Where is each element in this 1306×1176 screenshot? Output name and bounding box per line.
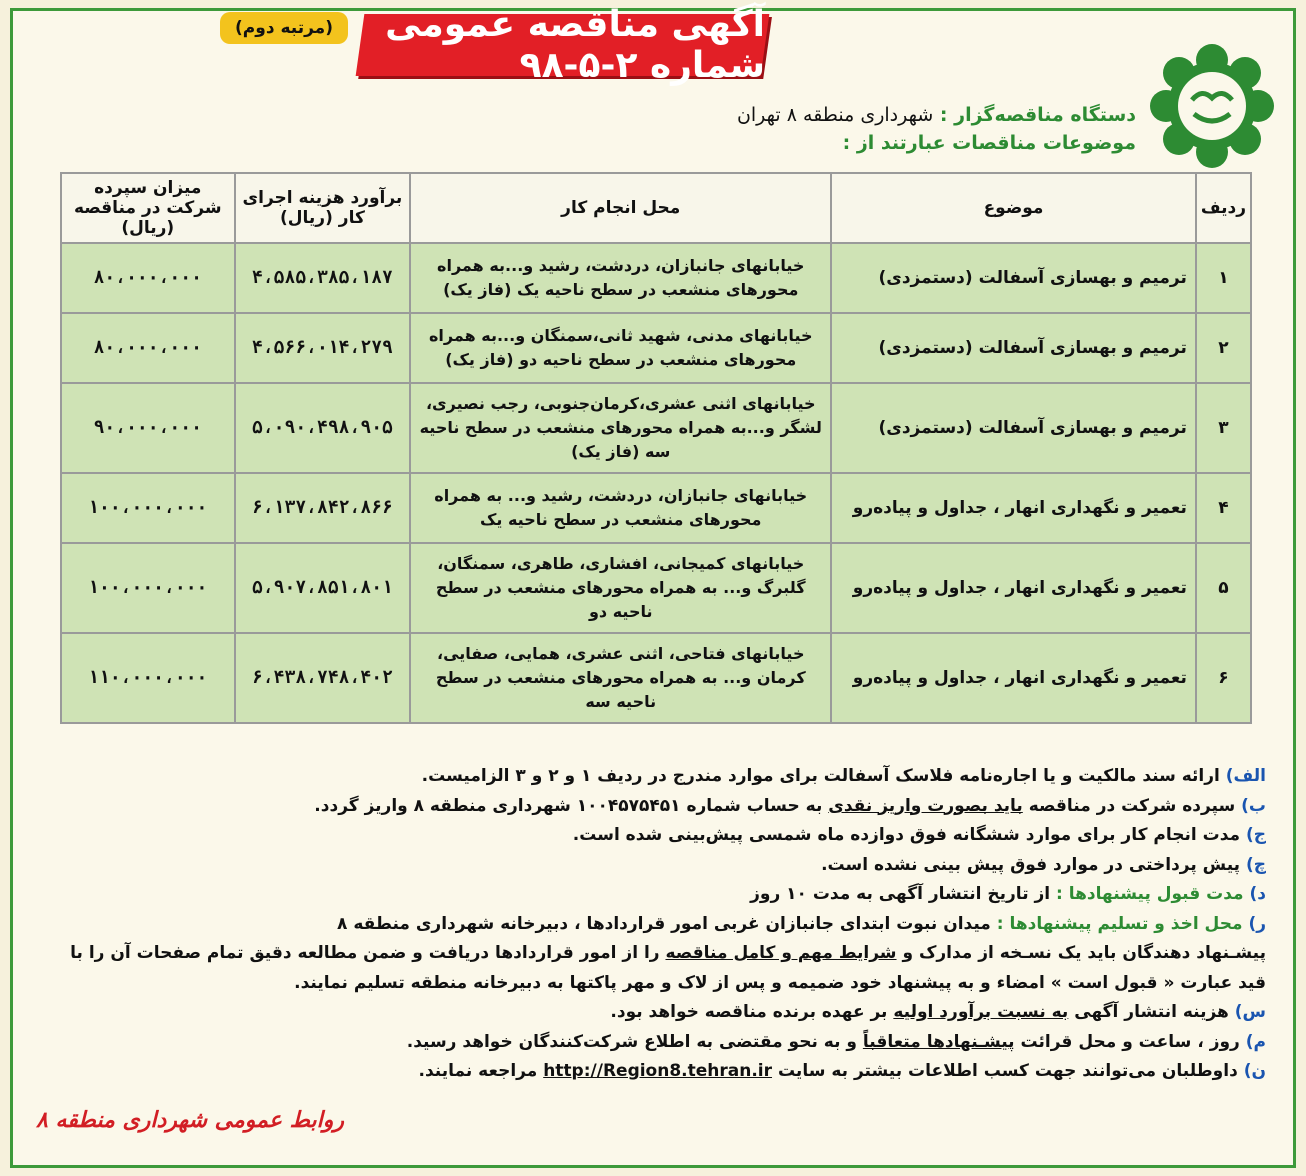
note-h-key: س) [1234, 1002, 1266, 1022]
title-banner [356, 4, 770, 86]
row-deposit: ۸۰،۰۰۰،۰۰۰ [61, 243, 235, 313]
row-deposit: ۱۰۰،۰۰۰،۰۰۰ [61, 473, 235, 543]
row-deposit: ۹۰،۰۰۰،۰۰۰ [61, 383, 235, 473]
row-subject: تعمیر و نگهداری انهار ، جداول و پیاده‌رو [831, 473, 1196, 543]
note-e-label: مدت قبول پیشنهادها : [1056, 884, 1244, 904]
note-d-key: چ) [1245, 854, 1266, 875]
conditions-notes [46, 762, 1266, 1087]
note-b-key: ب) [1241, 795, 1266, 816]
row-subject: ترمیم و بهسازی آسفالت (دستمزدی) [831, 383, 1196, 473]
row-number: ۵ [1196, 543, 1251, 633]
note-f-text: میدان نبوت ابتدای جانبازان غربی امور قراردادها ، دبیرخانه شهرداری منطقه ۸ [337, 913, 991, 934]
row-number: ۳ [1196, 383, 1251, 473]
row-number: ۲ [1196, 313, 1251, 383]
edition-badge: (مرتبه دوم) [220, 12, 348, 44]
note-a-text: ارائه سند مالکیت و یا اجاره‌نامه فلاسک آسفالت برای موارد مندرج در ردیف ۱ و ۲ و ۳ الزامیست. [421, 766, 1220, 786]
note-d-text: پیش پرداختی در موارد فوق پیش بینی نشده است. [821, 854, 1241, 875]
note-h-text2: بر عهده برنده مناقصه خواهد بود. [610, 1002, 888, 1022]
website-link[interactable]: http://Region8.tehran.ir [543, 1061, 773, 1081]
note-i [46, 1028, 1266, 1058]
note-c-key: ج) [1245, 825, 1266, 845]
note-f-key: ر) [1248, 913, 1266, 934]
note-d [46, 851, 1266, 881]
row-estimate: ۴،۵۸۵،۳۸۵،۱۸۷ [235, 243, 411, 313]
ad-title: آگهی مناقصه عمومی شماره ۲-۵-۹۸ [385, 4, 765, 86]
note-j-text1: داوطلبان می‌توانند جهت کسب اطلاعات بیشتر به سایت [777, 1061, 1238, 1081]
note-e-key: د) [1249, 884, 1266, 904]
note-b-underline: باید بصورت واریز نقدی [828, 795, 1023, 816]
note-c-text: مدت انجام کار برای موارد ششگانه فوق دوازده ماه شمسی پیش‌بینی شده است. [572, 825, 1241, 845]
row-location: خیابانهای کمیجانی، افشاری، طاهری، سمنگان، گلبرگ و... به همراه محورهای منشعب در سطح ناحیه دو [410, 543, 831, 633]
row-number: ۴ [1196, 473, 1251, 543]
row-location: خیابانهای فتاحی، اثنی عشری، همایی، صفایی، کرمان و... به همراه محورهای منشعب در سطح ناحیه سه [410, 633, 831, 723]
row-location: خیابانهای اثنی عشری،کرمان‌جنوبی، رجب نصیری، لشگر و...به همراه محورهای منشعب در سطح ناحیه سه (فاز یک) [410, 383, 831, 473]
note-a [46, 762, 1266, 792]
organizer-line [737, 104, 1136, 126]
col-deposit-header: میزان سپرده شرکت در مناقصه (ریال) [61, 173, 235, 243]
tenders-table [60, 172, 1252, 724]
note-j [46, 1057, 1266, 1087]
note-b-text2: به حساب شماره ۱۰۰۴۵۷۵۴۵۱ شهرداری منطقه ۸ واریز گردد. [314, 795, 823, 816]
row-subject: تعمیر و نگهداری انهار ، جداول و پیاده‌رو [831, 543, 1196, 633]
note-j-key: ن) [1243, 1061, 1266, 1081]
note-e [46, 880, 1266, 910]
note-h-underline: به نسبت برآورد اولیه [893, 1002, 1069, 1022]
row-subject: تعمیر و نگهداری انهار ، جداول و پیاده‌رو [831, 633, 1196, 723]
table-row [61, 383, 1251, 473]
organizer-label: دستگاه مناقصه‌گزار : [939, 104, 1136, 126]
subjects-label: موضوعات مناقصات عبارتند از : [842, 132, 1136, 154]
row-number: ۱ [1196, 243, 1251, 313]
row-deposit: ۱۱۰،۰۰۰،۰۰۰ [61, 633, 235, 723]
table-header-row [61, 173, 1251, 243]
col-estimate-header: برآورد هزینه اجرای کار (ریال) [235, 173, 411, 243]
row-deposit: ۱۰۰،۰۰۰،۰۰۰ [61, 543, 235, 633]
note-g-underline: شرایط مهم و کامل مناقصه [665, 943, 897, 963]
note-f [46, 910, 1266, 940]
row-estimate: ۶،۱۳۷،۸۴۲،۸۶۶ [235, 473, 411, 543]
row-estimate: ۵،۰۹۰،۴۹۸،۹۰۵ [235, 383, 411, 473]
note-e-text: از تاریخ انتشار آگهی به مدت ۱۰ روز [750, 884, 1051, 904]
row-subject: ترمیم و بهسازی آسفالت (دستمزدی) [831, 243, 1196, 313]
row-estimate: ۵،۹۰۷،۸۵۱،۸۰۱ [235, 543, 411, 633]
row-location: خیابانهای مدنی، شهید ثانی،سمنگان و...به همراه محورهای منشعب در سطح ناحیه دو (فاز یک) [410, 313, 831, 383]
note-a-key: الف) [1225, 766, 1266, 786]
row-estimate: ۴،۵۶۶،۰۱۴،۲۷۹ [235, 313, 411, 383]
note-c [46, 821, 1266, 851]
note-i-text2: و به نحو مقتضی به اطلاع شرکت‌کنندگان خواهد رسید. [406, 1031, 857, 1052]
note-g-text1: پیشـنهاد دهندگان باید یک نسـخه از مدارک و [902, 943, 1266, 963]
table-row [61, 243, 1251, 313]
table-row [61, 633, 1251, 723]
organizer-value: شهرداری منطقه ۸ تهران [736, 104, 934, 126]
table-row [61, 313, 1251, 383]
note-g [46, 939, 1266, 998]
note-h-text1: هزینه انتشار آگهی [1074, 1002, 1229, 1022]
table-row [61, 473, 1251, 543]
note-b-text1: سپرده شرکت در مناقصه [1028, 795, 1236, 816]
note-i-underline: پیشـنهادها متعاقباً [862, 1031, 1015, 1052]
row-estimate: ۶،۴۳۸،۷۴۸،۴۰۲ [235, 633, 411, 723]
row-location: خیابانهای جانبازان، دردشت، رشید و... به همراه محورهای منشعب در سطح ناحیه یک [410, 473, 831, 543]
tehran-municipality-logo-icon [1148, 42, 1276, 170]
note-i-key: م) [1245, 1031, 1266, 1052]
note-b [46, 792, 1266, 822]
public-relations-signature: روابط عمومی شهرداری منطقه ۸ [36, 1108, 345, 1133]
note-f-label: محل اخذ و تسلیم پیشنهادها : [996, 913, 1243, 934]
row-deposit: ۸۰،۰۰۰،۰۰۰ [61, 313, 235, 383]
col-location-header: محل انجام کار [410, 173, 831, 243]
table-row [61, 543, 1251, 633]
col-row-header: ردیف [1196, 173, 1251, 243]
note-j-text2: مراجعه نمایند. [418, 1061, 538, 1081]
row-location: خیابانهای جانبازان، دردشت، رشید و...به همراه محورهای منشعب در سطح ناحیه یک (فاز یک) [410, 243, 831, 313]
note-i-text1: روز ، ساعت و محل قرائت [1020, 1031, 1240, 1052]
col-subject-header: موضوع [831, 173, 1196, 243]
note-h [46, 998, 1266, 1028]
row-number: ۶ [1196, 633, 1251, 723]
note-g-text2: را از امور قراردادها دریافت و ضمن مطالعه دقیق تمام صفحات آن را با قید عبارت « قبول است » امضاء و به پیشنهاد خود ضمیمه و پس از لاک و مهر پاکتها به دبیرخانه منطقه تسلیم نمایند. [70, 943, 1266, 993]
subjects-line [843, 132, 1136, 154]
row-subject: ترمیم و بهسازی آسفالت (دستمزدی) [831, 313, 1196, 383]
